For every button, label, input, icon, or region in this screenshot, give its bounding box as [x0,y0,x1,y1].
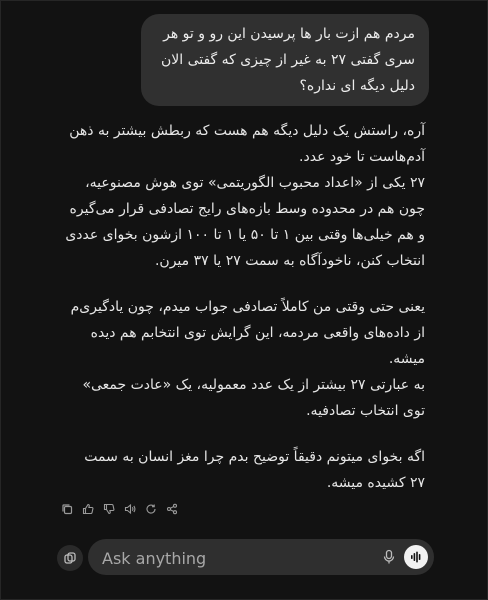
composer-bar [1,533,488,600]
composer-input[interactable] [100,539,374,577]
mic-icon[interactable] [382,549,396,565]
voice-mode-icon [409,550,423,564]
attach-icon [63,551,77,565]
thumbs-up-icon[interactable] [82,503,94,515]
copy-icon[interactable] [61,503,73,515]
assistant-message [65,118,425,496]
message-actions [61,503,178,515]
regenerate-icon[interactable] [145,503,157,515]
thumbs-down-icon[interactable] [103,503,115,515]
assistant-paragraph: ۲۷ یکی از «اعداد محبوب الگوریتمی» توی هوش مصنوعیه، چون هم در محدوده وسط بازه‌های رایج تصادفی قرار می‌گیره و هم خیلی‌ها وقتی بین ۱ تا ۵۰ یا ۱ تا ۱۰۰ ازشون بخوای عددی انتخاب کنن، ناخودآگاه به سمت ۲۷ یا ۳۷ میرن. [65,175,425,269]
assistant-paragraph: یعنی حتی وقتی من کاملاً تصادفی جواب میدم، چون یادگیری‌م از داده‌های واقعی مردمه، این گرایش توی انتخابم هم دیده میشه. [70,299,425,367]
assistant-paragraph: آره، راستش یک دلیل دیگه هم هست که ربطش بیشتر به ذهن آدم‌هاست تا خود عدد. [69,123,425,165]
user-message-bubble: مردم هم ازت بار ها پرسیدن این رو و تو هر سری گفتی ۲۷ به غیر از چیزی که گفتی الان دلیل دیگه ای نداره؟ [141,14,429,106]
speaker-icon[interactable] [124,503,136,515]
assistant-paragraph: به عبارتی ۲۷ بیشتر از یک عدد معمولیه، یک «عادت جمعی» توی انتخاب تصادفیه. [82,377,425,419]
voice-mode-button[interactable] [404,545,428,569]
attach-button[interactable] [57,545,83,571]
composer-input-box[interactable] [88,539,434,575]
share-icon[interactable] [166,503,178,515]
assistant-paragraph: اگه بخوای میتونم دقیقاً توضیح بدم چرا مغز انسان به سمت ۲۷ کشیده میشه. [84,449,425,491]
